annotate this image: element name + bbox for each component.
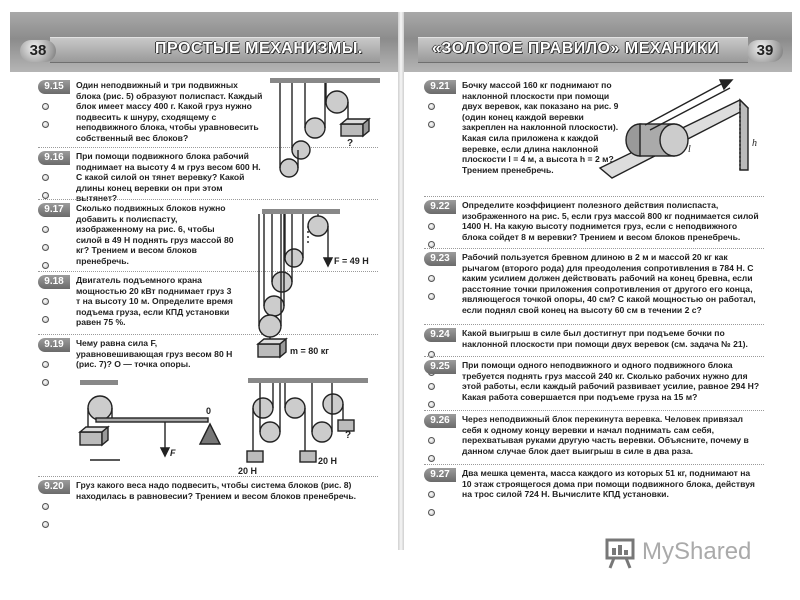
problem-number-badge: 9.20 — [38, 480, 70, 494]
fig8-pulley-system — [247, 378, 368, 462]
fig7-zero-label: 0 — [206, 406, 212, 416]
problem-number-badge: 9.16 — [38, 151, 70, 165]
fig6-mass-label: m = 80 кг — [290, 346, 330, 356]
fig9-length-label: l — [688, 144, 691, 155]
right-page-title: «ЗОЛОТОЕ ПРАВИЛО» МЕХАНИКИ — [432, 40, 720, 57]
problem-text: Бочку массой 160 кг поднимают по наклонной плоскости при помощи двух веревок, как показано на рис. 9 (один конец каждой веревки закреплен на наклонной плоскости). Какая сила приложена к каждой веревке, если длина наклонной плоскости l = 4 м, а высота h = 2 м? Трением пренебречь. — [462, 80, 619, 175]
fig9-height-label: h — [752, 138, 757, 149]
problem-text: Через неподвижный блок перекинута веревка. Человек привязал себя к одному концу веревки и начал поднимать сам себя, перехватывая руками другую часть веревки. Объясните, почему в данном случае блок дает выигрыш в силе в два раза. — [462, 414, 749, 456]
problem-text: Какой выигрыш в силе был достигнут при подъеме бочки по наклонной плоскости при помощи двух веревок (см. задача № 21). — [462, 328, 748, 349]
fig7-lever — [80, 380, 220, 460]
problem-text: Чему равна сила F, уравновешивающая груз весом 80 Н (рис. 7)? O — точка опоры. — [76, 338, 233, 370]
problem-text: При помощи подвижного блока рабочий поднимает на высоту 4 м груз весом 600 Н. С какой силой он тянет веревку? Какой длины конец веревки он при этом вытянет? — [76, 151, 261, 204]
fig9-barrel-incline — [600, 80, 748, 178]
fig5-unknown-label: ? — [347, 138, 354, 149]
problem-number-badge: 9.21 — [424, 80, 456, 94]
problem-text: Рабочий пользуется бревном длиною в 2 м и массой 20 кг как рычагом (второго рода) для преодоления сопротивления в 784 Н. С каким усилием должен действовать рабочий на конец бревна, если расстояние точки приложения сопротивления от другого его конца, являющегося точкой опоры, 40 см? С какой мощностью он работал, если поднял свой конец на высоту 60 см в течении 2 с? — [462, 252, 756, 315]
problem-number-badge: 9.15 — [38, 80, 70, 94]
problem-number-badge: 9.23 — [424, 252, 456, 266]
presentation-board-icon — [604, 536, 638, 570]
fig5-pulley-system — [270, 78, 380, 177]
problem-text: Двигатель подъемного крана мощностью 20 кВт поднимает груз 3 т на высоту 10 м. Определите время подъема груза, если КПД установки равен 75 %. — [76, 275, 233, 328]
right-page-number: 39 — [747, 40, 783, 62]
fig8-weight2-label: 20 Н — [318, 456, 338, 466]
watermark-text: MyShared — [642, 538, 752, 565]
problem-number-badge: 9.18 — [38, 275, 70, 289]
problem-number-badge: 9.24 — [424, 328, 456, 342]
problem-number-badge: 9.26 — [424, 414, 456, 428]
problem-text: Определите коэффициент полезного действия полиспаста, изображенного на рис. 5, если груз массой 800 кг поднимается силой 1400 Н. На какую высоту поднимется груз, если с неподвижного блока сойдет 8 м веревки? Трением и весом блоков пренебречь. — [462, 200, 759, 242]
fig7-force-label: F — [170, 448, 176, 458]
problem-number-badge: 9.19 — [38, 338, 70, 352]
problem-text: Один неподвижный и три подвижных блока (рис. 5) образуют полиспаст. Каждый блок имеет массу 400 г. Какой груз нужно подвесить к шнуру, сходящему с неподвижного блока, чтобы уравновесить собственный вес блоков? — [76, 80, 263, 143]
problem-text: Груз какого веса надо подвесить, чтобы система блоков (рис. 8) находилась в равновесии? Трением и весом блоков пренебречь. — [76, 480, 356, 501]
fig8-unknown-label: ? — [345, 430, 352, 441]
watermark — [604, 534, 774, 574]
left-page-title: ПРОСТЫЕ МЕХАНИЗМЫ. — [155, 40, 363, 57]
problem-text: При помощи одного неподвижного и одного подвижного блока требуется поднять груз массой 240 кг. Сколько рабочих нужно для этой работы, если каждый рабочий развивает усилие, равное 294 Н? Какая работа совершается при подъеме груза на 15 м? — [462, 360, 760, 402]
problem-number-badge: 9.27 — [424, 468, 456, 482]
problem-number-badge: 9.25 — [424, 360, 456, 374]
problem-text: Два мешка цемента, масса каждого из которых 51 кг, поднимают на 10 этаж строящегося дома при помощи подвижного блока, действуя на трос силой 724 Н. Вычислите КПД установки. — [462, 468, 755, 500]
fig6-force-label: F = 49 Н — [334, 256, 369, 266]
problem-number-badge: 9.22 — [424, 200, 456, 214]
problem-number-badge: 9.17 — [38, 203, 70, 217]
left-page-number: 38 — [20, 40, 56, 62]
fig6-pulley-system — [258, 209, 340, 357]
fig8-weight1-label: 20 Н — [238, 466, 258, 476]
problem-text: Сколько подвижных блоков нужно добавить к полиспасту, изображенному на рис. 6, чтобы силой в 49 Н поднять груз массой 80 кг? Трением и весом блоков пренебречь. — [76, 203, 234, 266]
